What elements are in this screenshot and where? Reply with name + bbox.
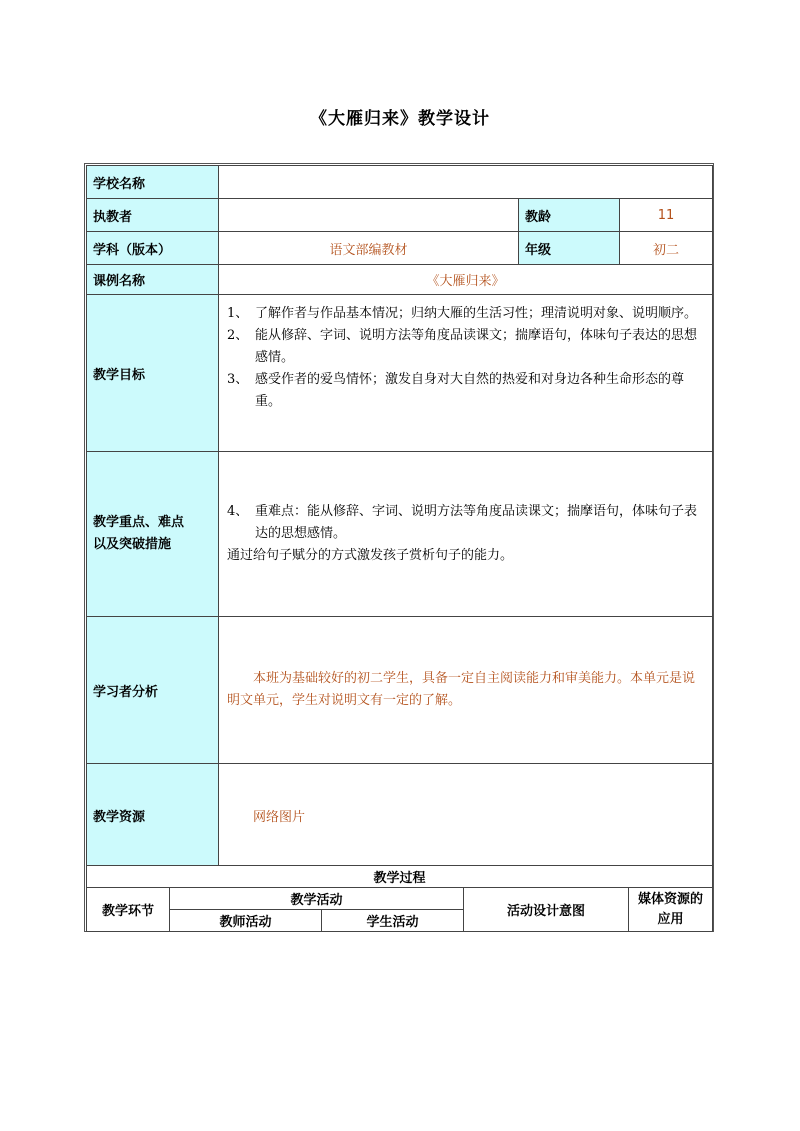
document-title: 《大雁归来》教学设计: [310, 109, 490, 129]
teacher-activity-header: 教师活动: [170, 910, 322, 932]
teaching-age-label: 教龄: [519, 199, 620, 232]
table-row: [87, 295, 713, 452]
grade-value: 初二: [620, 232, 713, 265]
objective-text: 能从修辞、字词、说明方法等角度品读课文；揣摩语句，体味句子表达的思想感情。: [255, 328, 698, 365]
lesson-info-table: [86, 165, 713, 868]
subject-value: 语文部编教材: [219, 232, 519, 265]
keypoints-label-line: 以及突破措施: [93, 537, 172, 552]
table-row: [87, 617, 713, 764]
table-row: [87, 888, 713, 910]
list-item: [227, 369, 704, 413]
keypoints-label: [87, 452, 219, 617]
teacher-label: 执教者: [87, 199, 219, 232]
teaching-process-table: [86, 865, 713, 932]
list-item: [227, 501, 704, 545]
objectives-label: 教学目标: [87, 295, 219, 452]
lesson-label: 课例名称: [87, 265, 219, 295]
keypoints-list: [227, 501, 704, 545]
keypoint-text: 重难点：能从修辞、字词、说明方法等角度品读课文；揣摩语句，体味句子表达的思想感情。: [255, 504, 698, 541]
resources-value: 网络图片: [219, 764, 713, 868]
resources-label: 教学资源: [87, 764, 219, 868]
list-item: [227, 325, 704, 369]
stage-column-header: 教学环节: [87, 888, 170, 932]
objective-text: 了解作者与作品基本情况；归纳大雁的生活习性；理清说明对象、说明顺序。: [255, 306, 698, 321]
table-row: [87, 265, 713, 295]
table-row: [87, 232, 713, 265]
media-column-header: 媒体资源的应用: [629, 888, 713, 932]
list-item: [227, 303, 704, 325]
objectives-cell: [219, 295, 713, 452]
teacher-value: [219, 199, 519, 232]
learner-text: 本班为基础较好的初二学生，具备一定自主阅读能力和审美能力。本单元是说明文单元，学生对说明文有一定的了解。: [219, 617, 713, 764]
lesson-value: 《大雁归来》: [219, 265, 713, 295]
objective-number: 3、: [227, 372, 249, 387]
table-row: [87, 199, 713, 232]
process-header: 教学过程: [87, 866, 713, 888]
table-row: [87, 764, 713, 868]
activity-column-header: 教学活动: [170, 888, 464, 910]
keypoints-label-line: 教学重点、难点: [93, 515, 185, 530]
learner-label: 学习者分析: [87, 617, 219, 764]
school-label: 学校名称: [87, 166, 219, 199]
objectives-list: [227, 303, 704, 413]
subject-label: 学科（版本）: [87, 232, 219, 265]
table-row: [87, 452, 713, 617]
objective-number: 1、: [227, 306, 249, 321]
student-activity-header: 学生活动: [322, 910, 464, 932]
grade-label: 年级: [519, 232, 620, 265]
table-row: [87, 166, 713, 199]
keypoints-extra: 通过给句子赋分的方式激发孩子赏析句子的能力。: [227, 548, 514, 563]
school-value: [219, 166, 713, 199]
keypoints-cell: [219, 452, 713, 617]
table-row: [87, 866, 713, 888]
objective-number: 2、: [227, 328, 249, 343]
keypoint-number: 4、: [227, 504, 249, 519]
intent-column-header: 活动设计意图: [464, 888, 629, 932]
objective-text: 感受作者的爱鸟情怀；激发自身对大自然的热爱和对身边各种生命形态的尊重。: [255, 372, 685, 409]
teaching-age-value: 11: [620, 199, 713, 232]
